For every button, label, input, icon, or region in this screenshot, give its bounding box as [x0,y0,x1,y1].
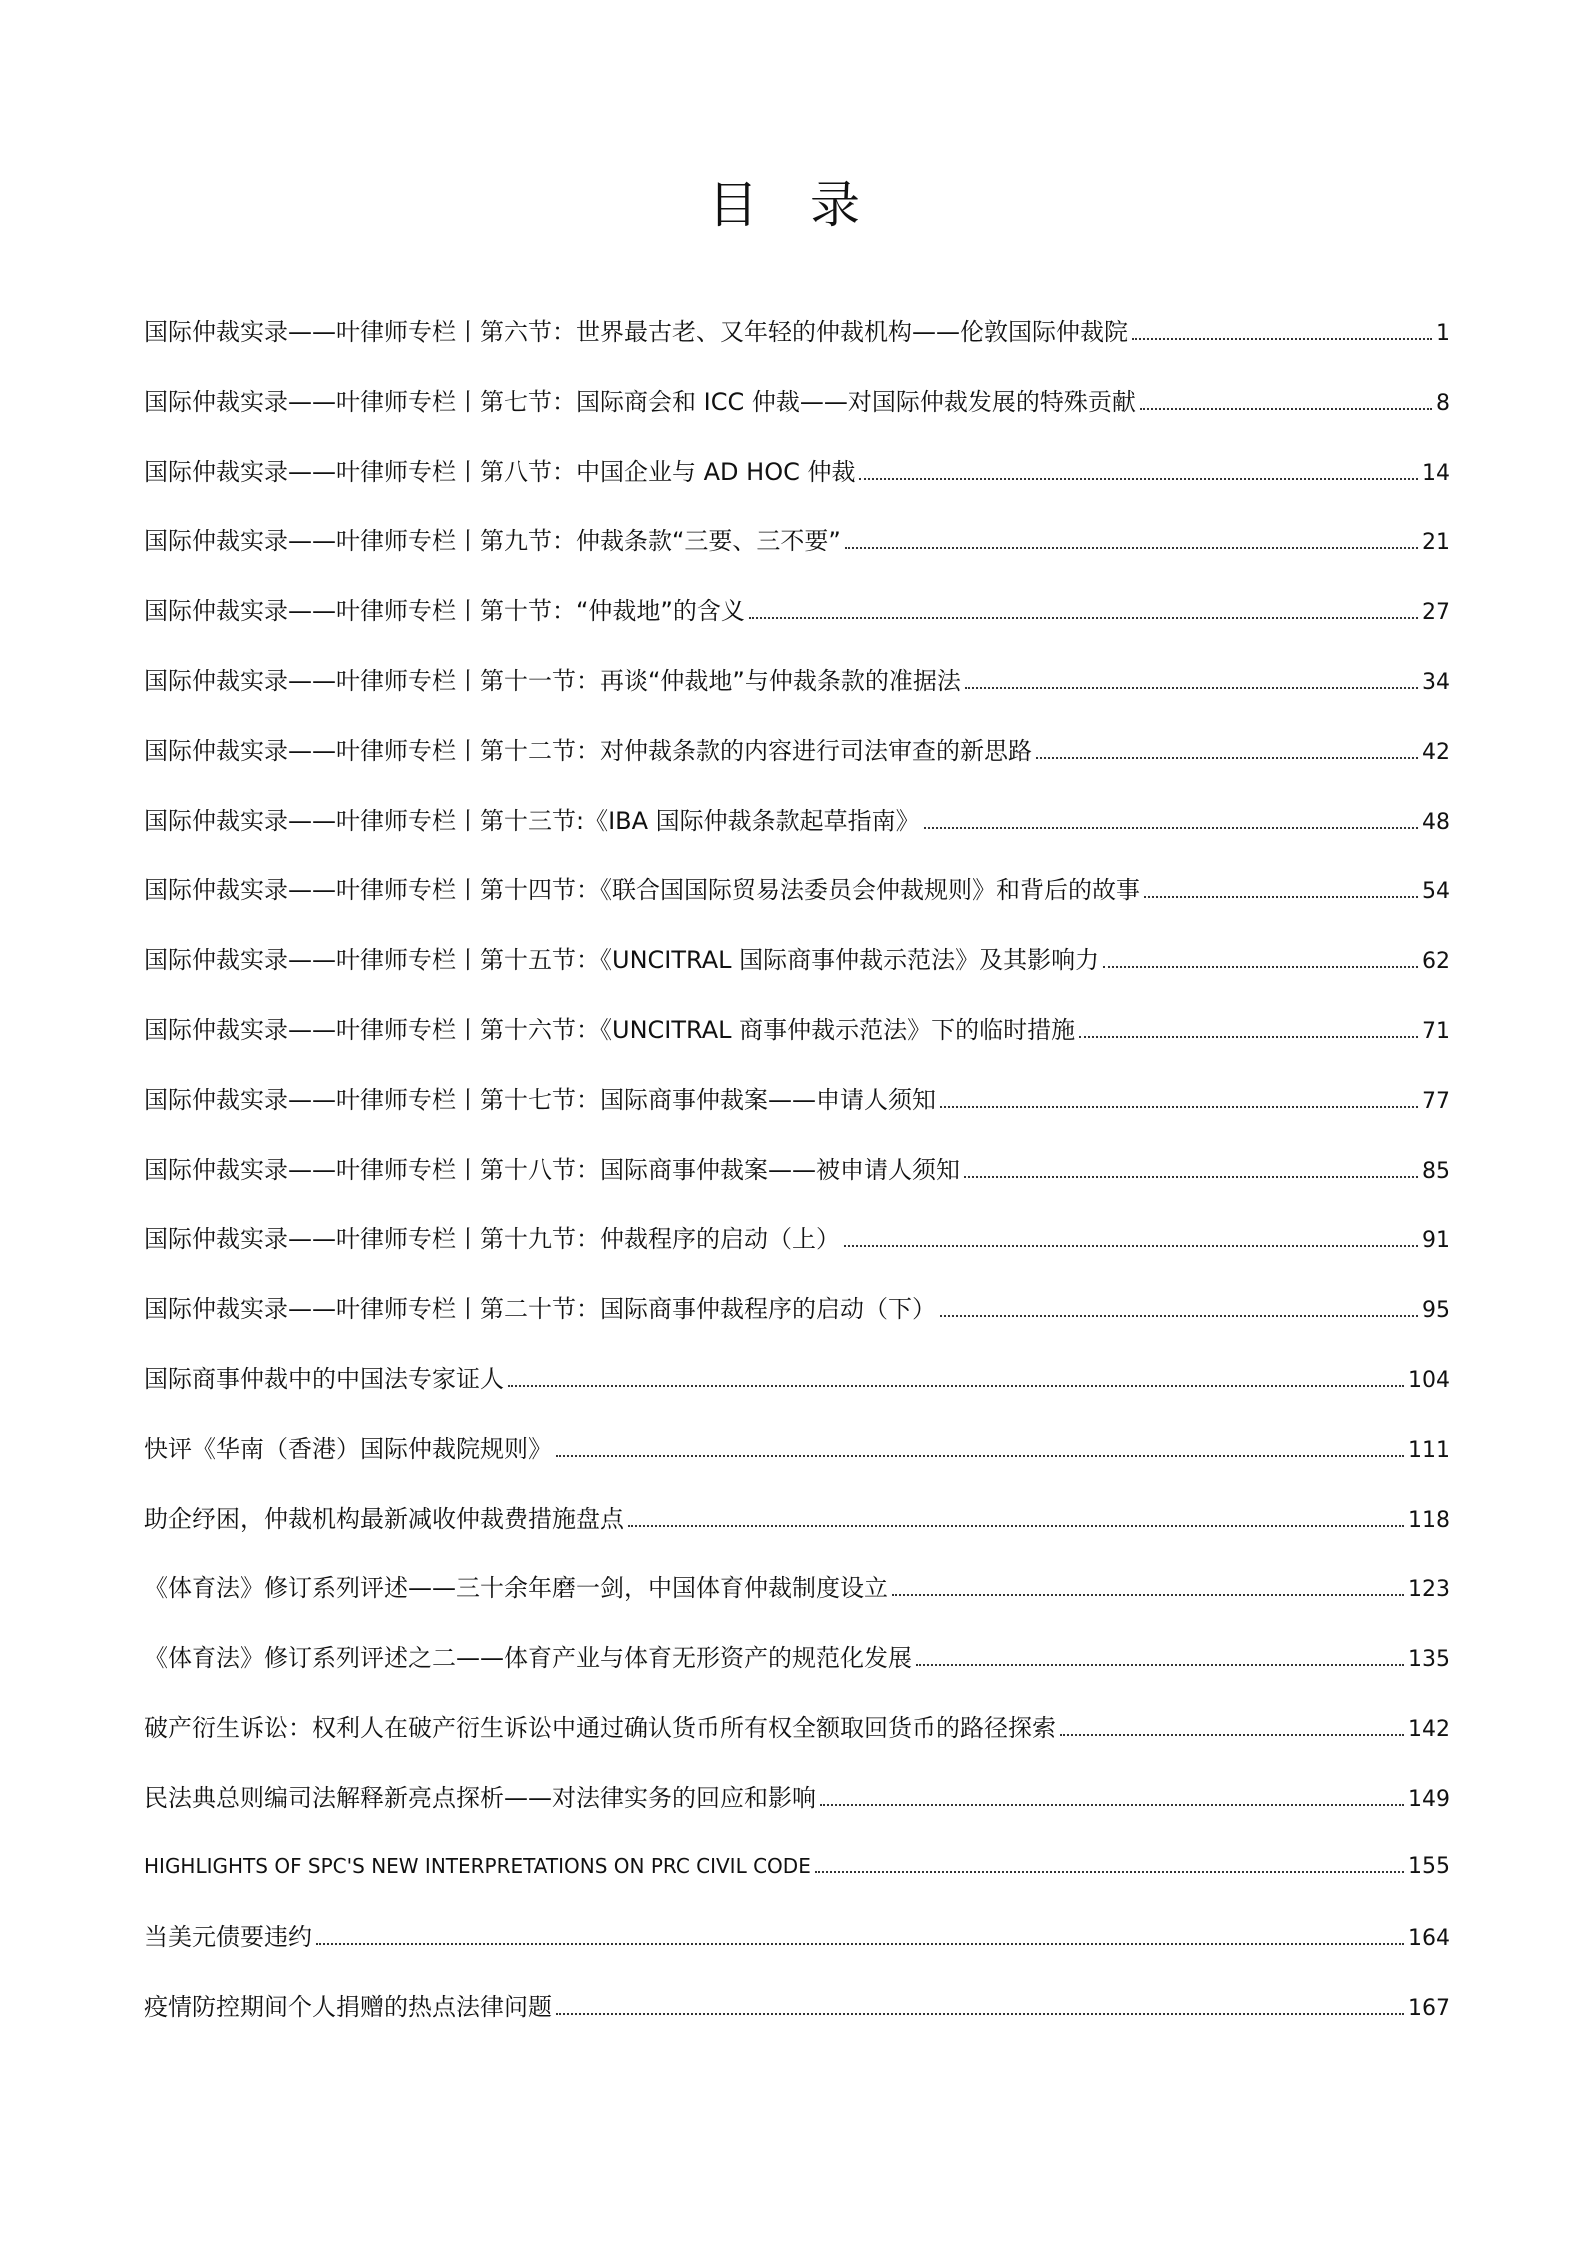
toc-entry-page-number[interactable]: 62 [1422,949,1450,975]
dot-leader [859,478,1418,480]
toc-entry-title[interactable]: 国际仲裁实录——叶律师专栏丨第十五节：《UNCITRAL 国际商事仲裁示范法》及其影响力 [144,946,1100,975]
toc-entry-page-number[interactable]: 71 [1422,1018,1450,1044]
toc-entry-title[interactable]: 《体育法》修订系列评述——三十余年磨一剑，中国体育仲裁制度设立 [144,1574,888,1603]
toc-entry[interactable] [144,1435,1450,1505]
toc-entry-title[interactable]: 国际仲裁实录——叶律师专栏丨第十六节：《UNCITRAL 商事仲裁示范法》下的临时措施 [144,1015,1076,1044]
toc-entry-title[interactable]: 国际仲裁实录——叶律师专栏丨第十节：“仲裁地”的含义 [144,597,745,626]
toc-entry-page-number[interactable]: 111 [1408,1437,1450,1463]
dot-leader [844,1245,1418,1247]
toc-entry-page-number[interactable]: 167 [1408,1996,1450,2022]
toc-entry-title[interactable]: 国际仲裁实录——叶律师专栏丨第六节：世界最古老、又年轻的仲裁机构——伦敦国际仲裁院 [144,318,1128,346]
toc-entry[interactable] [144,807,1450,877]
dot-leader [1079,1036,1418,1038]
toc-entry-page-number[interactable]: 91 [1422,1228,1450,1254]
dot-leader [628,1525,1404,1527]
toc-entry-title[interactable]: 当美元债要违约 [144,1923,312,1952]
dot-leader [556,1455,1404,1457]
toc-entry-title[interactable]: 国际仲裁实录——叶律师专栏丨第十三节:《IBA 国际仲裁条款起草指南》 [144,806,920,835]
toc-entry-title[interactable]: 国际仲裁实录——叶律师专栏丨第十四节：《联合国国际贸易法委员会仲裁规则》和背后的故事 [144,876,1140,905]
toc-entry[interactable] [144,1295,1450,1365]
toc-entry-title[interactable]: 疫情防控期间个人捐赠的热点法律问题 [144,1993,552,2022]
toc-entry-title[interactable]: 助企纾困，仲裁机构最新减收仲裁费措施盘点 [144,1504,624,1533]
toc-entry[interactable] [144,876,1450,946]
dot-leader [1036,757,1418,759]
toc-entry-title[interactable]: 国际仲裁实录——叶律师专栏丨第十二节：对仲裁条款的内容进行司法审查的新思路 [144,736,1032,765]
dot-leader [964,1176,1418,1178]
toc-entry-page-number[interactable]: 155 [1408,1853,1450,1879]
dot-leader [940,1106,1418,1108]
toc-entry-title[interactable]: 国际仲裁实录——叶律师专栏丨第九节：仲裁条款“三要、三不要” [144,527,841,556]
dot-leader [940,1315,1418,1317]
toc-entry[interactable] [144,597,1450,667]
toc-entry-page-number[interactable]: 48 [1422,809,1450,835]
dot-leader [916,1664,1404,1666]
toc-entry-title[interactable]: 国际商事仲裁中的中国法专家证人 [144,1364,504,1393]
toc-entry-title[interactable]: 国际仲裁实录——叶律师专栏丨第八节：中国企业与 AD HOC 仲裁 [144,457,856,486]
toc-entry-page-number[interactable]: 77 [1422,1088,1450,1114]
toc-entry-page-number[interactable]: 164 [1408,1926,1450,1952]
toc-entry-title[interactable]: 快评《华南（香港）国际仲裁院规则》 [144,1434,552,1463]
page-title: 目 录 [708,176,878,234]
toc-entry-page-number[interactable]: 123 [1408,1577,1450,1603]
toc-entry[interactable] [144,318,1450,388]
toc-entry[interactable] [144,667,1450,737]
toc-entry[interactable] [144,1016,1450,1086]
toc-entry[interactable] [144,388,1450,458]
dot-leader [820,1804,1404,1806]
toc-entry-page-number[interactable]: 1 [1436,321,1450,346]
dot-leader [1132,338,1432,340]
toc-entry-page-number[interactable]: 21 [1422,530,1450,556]
dot-leader [1060,1734,1404,1736]
toc-entry-title[interactable]: 国际仲裁实录——叶律师专栏丨第十七节：国际商事仲裁案——申请人须知 [144,1085,936,1114]
toc-entry[interactable] [144,1505,1450,1575]
toc-entry-title[interactable]: 国际仲裁实录——叶律师专栏丨第十九节：仲裁程序的启动（上） [144,1225,840,1254]
toc-entry-page-number[interactable]: 42 [1422,739,1450,765]
toc-entry-page-number[interactable]: 118 [1408,1507,1450,1533]
toc-entry-title[interactable]: 国际仲裁实录——叶律师专栏丨第十八节：国际商事仲裁案——被申请人须知 [144,1155,960,1184]
toc-entry[interactable] [144,1156,1450,1226]
toc-entry[interactable] [144,946,1450,1016]
dot-leader [1103,966,1418,968]
toc-entry-page-number[interactable]: 149 [1408,1786,1450,1812]
toc-entry-title[interactable]: 国际仲裁实录——叶律师专栏丨第七节：国际商会和 ICC 仲裁——对国际仲裁发展的特殊贡献 [144,387,1136,416]
dot-leader [965,687,1418,689]
toc-entry[interactable] [144,527,1450,597]
dot-leader [1144,896,1418,898]
dot-leader [924,827,1418,829]
dot-leader [1140,408,1432,410]
toc-entry[interactable] [144,1225,1450,1295]
toc-entry-page-number[interactable]: 27 [1422,600,1450,626]
toc-entry[interactable] [144,1714,1450,1784]
toc-entry[interactable] [144,1854,1450,1924]
toc-entry[interactable] [144,1365,1450,1435]
toc-entry-title[interactable]: 民法典总则编司法解释新亮点探析——对法律实务的回应和影响 [144,1783,816,1812]
dot-leader [892,1594,1404,1596]
toc-entry[interactable] [144,1086,1450,1156]
toc-entry-page-number[interactable]: 8 [1436,390,1450,416]
toc-entry-title[interactable]: 国际仲裁实录——叶律师专栏丨第十一节：再谈“仲裁地”与仲裁条款的准据法 [144,666,961,695]
dot-leader [556,2013,1404,2015]
toc-entry-page-number[interactable]: 34 [1422,669,1450,695]
toc-entry[interactable] [144,1644,1450,1714]
toc-entry[interactable] [144,1993,1450,2063]
dot-leader [508,1385,1404,1387]
dot-leader [815,1871,1404,1873]
toc-entry-page-number[interactable]: 14 [1422,460,1450,486]
toc-entry[interactable] [144,458,1450,528]
toc-entry-page-number[interactable]: 54 [1422,879,1450,905]
toc-entry[interactable] [144,1923,1450,1993]
toc-entry-title[interactable]: 国际仲裁实录——叶律师专栏丨第二十节：国际商事仲裁程序的启动（下） [144,1295,936,1324]
toc-entry-page-number[interactable]: 104 [1408,1367,1450,1393]
toc-entry-title[interactable]: 《体育法》修订系列评述之二——体育产业与体育无形资产的规范化发展 [144,1644,912,1673]
toc-entry[interactable] [144,1574,1450,1644]
toc-entry-page-number[interactable]: 85 [1422,1158,1450,1184]
toc-entry[interactable] [144,1784,1450,1854]
toc-entry[interactable] [144,737,1450,807]
toc-entry-title[interactable]: HIGHLIGHTS OF SPC'S NEW INTERPRETATIONS ON PRC CIVIL CODE [144,1853,811,1878]
dot-leader [749,617,1418,619]
dot-leader [845,547,1418,549]
toc-entry-page-number[interactable]: 142 [1408,1716,1450,1742]
dot-leader [316,1943,1404,1945]
table-of-contents [144,318,1450,2063]
toc-entry-page-number[interactable]: 95 [1422,1298,1450,1324]
toc-entry-title[interactable]: 破产衍生诉讼：权利人在破产衍生诉讼中通过确认货币所有权全额取回货币的路径探索 [144,1713,1056,1742]
toc-entry-page-number[interactable]: 135 [1408,1647,1450,1673]
